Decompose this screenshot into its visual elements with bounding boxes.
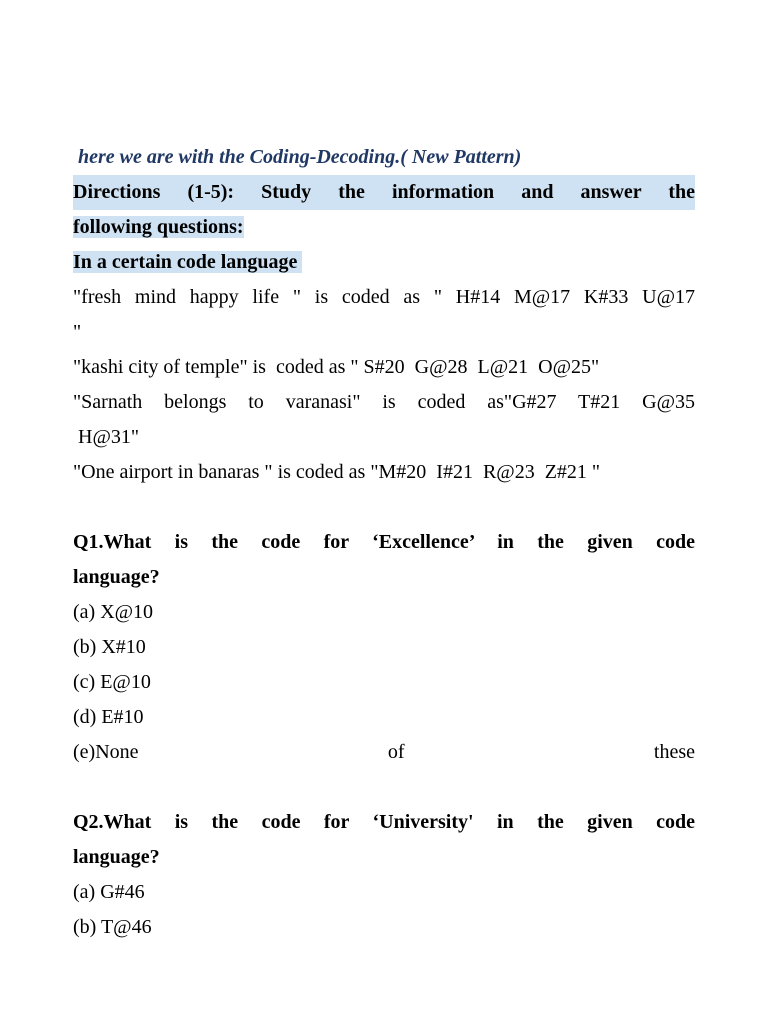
q1-option-c: (c) E@10 <box>73 671 151 693</box>
statement-2: "kashi city of temple" is coded as " S#20 G@28 L@21 O@25" <box>73 356 600 378</box>
statement-4: "One airport in banaras " is coded as "M#20 I#21 R@23 Z#21 " <box>73 461 601 483</box>
subheading-text: In a certain code language <box>73 251 303 273</box>
document-body <box>73 140 695 945</box>
intro-heading: here we are with the Coding-Decoding.( New Pattern) <box>78 146 522 168</box>
spacer <box>73 770 695 805</box>
statement-1-cont: " <box>73 321 82 343</box>
directions-line-2 <box>73 210 695 245</box>
statement-3: "Sarnath belongs to varanasi" is coded as"G#27 T#21 G@35 <box>73 391 695 413</box>
statement-3-cont: H@31" <box>73 426 140 448</box>
statement-1: "fresh mind happy life " is coded as " H#14 M@17 K#33 U@17 <box>73 286 695 308</box>
directions-line-2-text: following questions: <box>73 216 244 238</box>
q2-option-a: (a) G#46 <box>73 881 145 903</box>
q2-title-line-1: Q2.What is the code for ‘University' in the given code <box>73 811 695 833</box>
q1-option-d: (d) E#10 <box>73 706 144 728</box>
spacer <box>73 490 695 525</box>
q1-option-b: (b) X#10 <box>73 636 146 658</box>
q1-title-line-2: language? <box>73 566 160 588</box>
q1-title-line-1: Q1.What is the code for ‘Excellence’ in the given code <box>73 531 695 553</box>
q1-option-e: (e)None of these <box>73 741 695 763</box>
q2-title-line-2: language? <box>73 846 160 868</box>
q1-option-a: (a) X@10 <box>73 601 154 623</box>
subheading <box>73 245 695 280</box>
directions-line-1: Directions (1-5): Study the information and answer the <box>73 175 695 210</box>
q2-option-b: (b) T@46 <box>73 916 152 938</box>
